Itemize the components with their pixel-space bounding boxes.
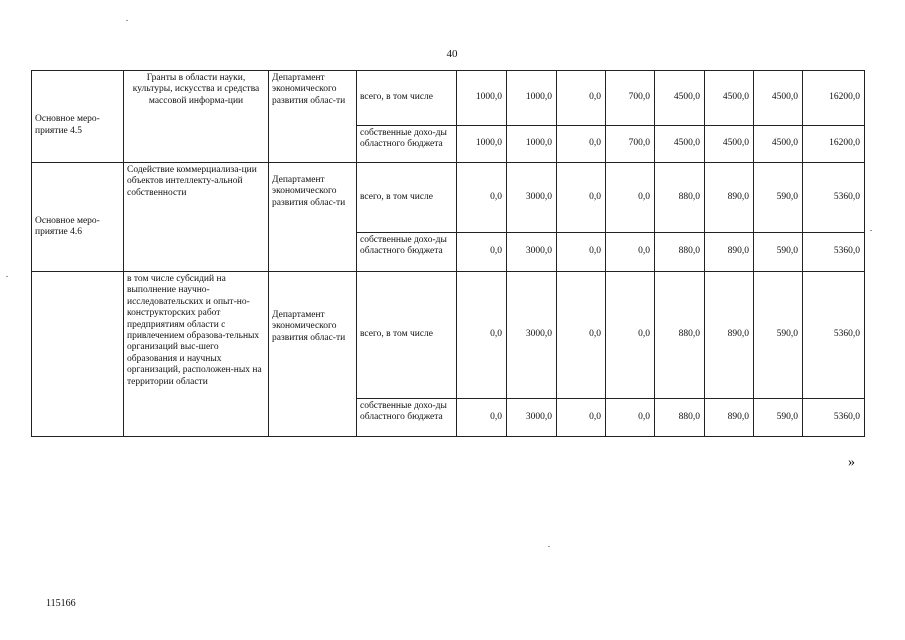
- value-cell: 890,0: [705, 272, 754, 399]
- measure-cell: [32, 272, 124, 437]
- value-cell: 0,0: [557, 71, 606, 126]
- executor-cell: Департамент экономического развития облас-ти: [269, 272, 357, 437]
- value-cell: 4500,0: [754, 126, 803, 163]
- value-cell: 0,0: [557, 399, 606, 437]
- funding-source-cell: собственные дохо-ды областного бюджета: [357, 126, 457, 163]
- value-cell: 5360,0: [803, 163, 865, 233]
- funding-source-cell: собственные дохо-ды областного бюджета: [357, 399, 457, 437]
- value-cell: 0,0: [457, 163, 507, 233]
- value-cell: 890,0: [705, 233, 754, 272]
- table-row: [32, 272, 865, 399]
- scan-speck: [870, 230, 872, 231]
- value-cell: 4500,0: [655, 71, 705, 126]
- value-cell: 4500,0: [655, 126, 705, 163]
- scan-speck: [6, 276, 8, 277]
- measure-name-cell: Гранты в области науки, культуры, искусства и средства массовой информа-ции: [124, 71, 269, 163]
- value-cell: 0,0: [557, 233, 606, 272]
- value-cell: 3000,0: [507, 163, 557, 233]
- value-cell: 0,0: [457, 399, 507, 437]
- funding-source-cell: всего, в том числе: [357, 272, 457, 399]
- executor-cell: Департамент экономического развития облас-ти: [269, 71, 357, 163]
- value-cell: 880,0: [655, 233, 705, 272]
- measure-name-cell: Содействие коммерциализа-ции объектов интеллекту-альной собственности: [124, 163, 269, 272]
- scan-speck: [126, 20, 128, 21]
- value-cell: 3000,0: [507, 233, 557, 272]
- value-cell: 0,0: [606, 272, 655, 399]
- value-cell: 5360,0: [803, 233, 865, 272]
- value-cell: 4500,0: [705, 126, 754, 163]
- value-cell: 590,0: [754, 272, 803, 399]
- value-cell: 890,0: [705, 399, 754, 437]
- table-row: [32, 163, 865, 233]
- value-cell: 0,0: [557, 163, 606, 233]
- table-row: [32, 71, 865, 126]
- measure-cell: Основное меро- приятие 4.6: [32, 163, 124, 272]
- value-cell: 16200,0: [803, 71, 865, 126]
- value-cell: 1000,0: [507, 71, 557, 126]
- value-cell: 3000,0: [507, 399, 557, 437]
- value-cell: 880,0: [655, 272, 705, 399]
- value-cell: 1000,0: [507, 126, 557, 163]
- executor-cell: Департамент экономического развития облас-ти: [269, 163, 357, 272]
- value-cell: 700,0: [606, 71, 655, 126]
- value-cell: 3000,0: [507, 272, 557, 399]
- value-cell: 16200,0: [803, 126, 865, 163]
- value-cell: 0,0: [606, 233, 655, 272]
- value-cell: 890,0: [705, 163, 754, 233]
- funding-source-cell: всего, в том числе: [357, 71, 457, 126]
- funding-source-cell: собственные дохо-ды областного бюджета: [357, 233, 457, 272]
- closing-quote: »: [848, 455, 855, 470]
- value-cell: 700,0: [606, 126, 655, 163]
- measure-name-cell: в том числе субсидий на выполнение научно-исследовательских и опыт-но-конструкторских работ предприятиям области с привлечением образова-тельных организаций выс-шего образования и научных организаций, расположен-ных на территории области: [124, 272, 269, 437]
- value-cell: 880,0: [655, 399, 705, 437]
- value-cell: 1000,0: [457, 71, 507, 126]
- value-cell: 0,0: [606, 163, 655, 233]
- value-cell: 590,0: [754, 233, 803, 272]
- value-cell: 0,0: [457, 272, 507, 399]
- scan-speck: [548, 546, 550, 547]
- value-cell: 880,0: [655, 163, 705, 233]
- value-cell: 590,0: [754, 399, 803, 437]
- value-cell: 5360,0: [803, 272, 865, 399]
- value-cell: 5360,0: [803, 399, 865, 437]
- value-cell: 590,0: [754, 163, 803, 233]
- measure-cell: Основное меро- приятие 4.5: [32, 71, 124, 163]
- page-number: 40: [446, 48, 458, 60]
- funding-source-cell: всего, в том числе: [357, 163, 457, 233]
- value-cell: 1000,0: [457, 126, 507, 163]
- value-cell: 4500,0: [705, 71, 754, 126]
- value-cell: 0,0: [457, 233, 507, 272]
- value-cell: 0,0: [606, 399, 655, 437]
- value-cell: 0,0: [557, 126, 606, 163]
- document-code: 115166: [46, 598, 76, 609]
- value-cell: 4500,0: [754, 71, 803, 126]
- budget-table: [31, 70, 865, 437]
- value-cell: 0,0: [557, 272, 606, 399]
